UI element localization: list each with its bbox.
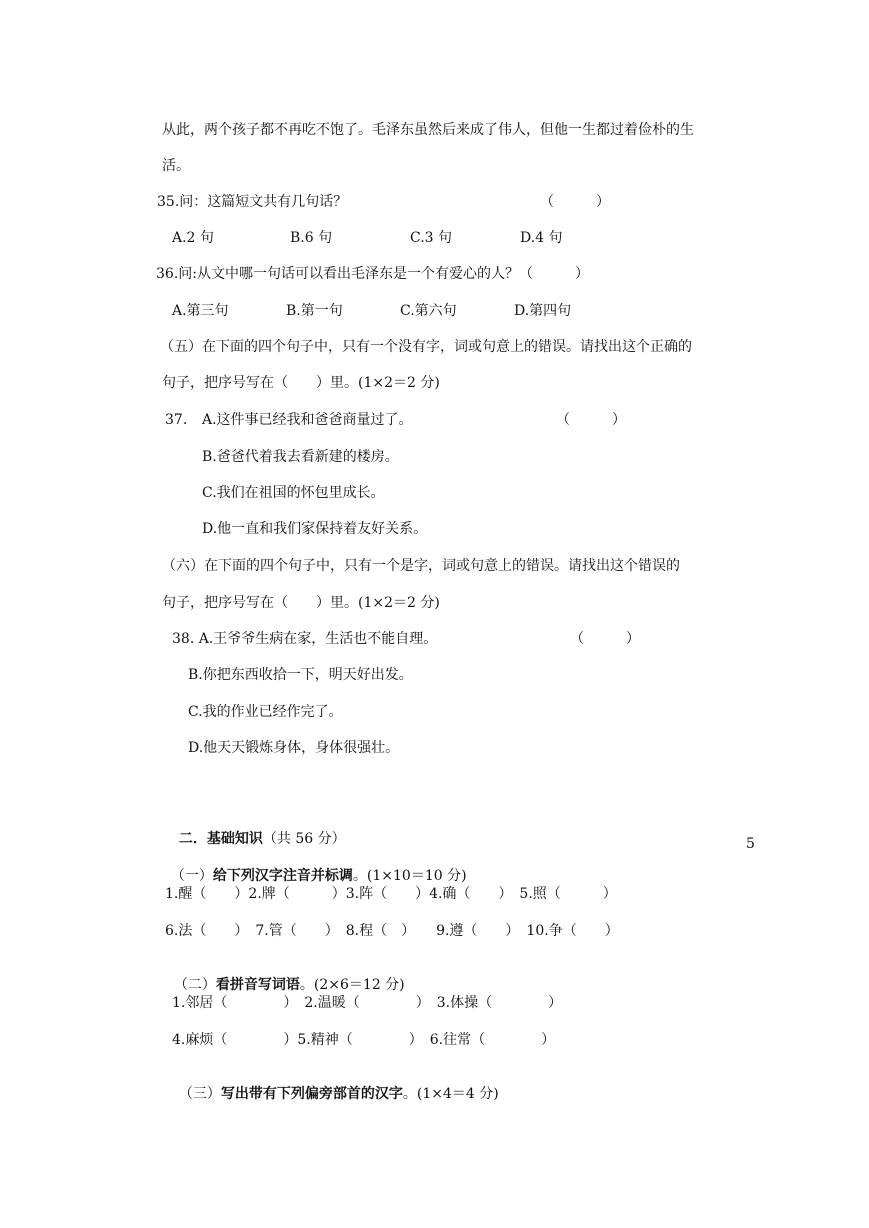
q35-option-d: D.4 句 — [520, 230, 563, 246]
passage-line-2: 活。 — [162, 158, 190, 174]
page-number: 5 — [746, 836, 755, 852]
p2-row-2: 4.麻烦（ ）5.精神（ ） 6.往常（ ） — [172, 1032, 556, 1048]
q37-number: 37. — [165, 412, 188, 428]
q37-option-c: C.我们在祖国的怀包里成长。 — [202, 485, 385, 501]
q36-option-a: A.第三句 — [172, 303, 229, 319]
p2-title: 看拼音写词语 — [215, 977, 300, 993]
part-2-score: （共 56 分） — [262, 831, 346, 847]
p1-index: （一） — [170, 868, 213, 884]
q36-option-b: B.第一句 — [286, 303, 343, 319]
q35-option-c: C.3 句 — [410, 230, 453, 246]
p2-heading — [165, 958, 405, 994]
p1-row-1: 1.醒（ ）2.牌（ ）3.阵（ ）4.确（ ） 5.照（ ） — [165, 886, 617, 902]
q38-option-d: D.他天天锻炼身体，身体很强壮。 — [188, 740, 400, 756]
p1-heading — [162, 849, 467, 885]
p2-row-1: 1.邻居（ ） 2.温暖（ ） 3.体操（ ） — [172, 995, 563, 1011]
section-5-instruction-1: （五）在下面的四个句子中，只有一个没有字，词或句意上的错误。请找出这个正确的 — [160, 339, 692, 355]
q38-answer-paren: （ ） — [570, 631, 640, 647]
q35-option-a: A.2 句 — [172, 230, 214, 246]
q36-option-c: C.第六句 — [400, 303, 457, 319]
q38-option-b: B.你把东西收拾一下，明天好出发。 — [188, 667, 413, 683]
q35-answer-paren: （ ） — [540, 194, 610, 210]
part-2-title: 二．基础知识 — [178, 831, 263, 847]
part-2-heading — [170, 812, 346, 848]
p1-title: 给下列汉字注音并标调 — [212, 868, 353, 884]
p3-title: 写出带有下列偏旁部首的汉字 — [220, 1086, 403, 1102]
section-6-instruction-2: 句子，把序号写在（ ）里。(1×2＝2 分) — [162, 595, 440, 611]
q37-answer-paren: （ ） — [556, 412, 626, 428]
q35-option-b: B.6 句 — [290, 230, 333, 246]
section-6-instruction-1: （六）在下面的四个句子中，只有一个是字，词或句意上的错误。请找出这个错误的 — [162, 558, 680, 574]
q36-option-d: D.第四句 — [514, 303, 572, 319]
q37-option-a: A.这件事已经我和爸爸商量过了。 — [202, 412, 413, 428]
p3-heading — [170, 1067, 499, 1103]
p2-index: （二） — [173, 977, 216, 993]
q36-stem: 36.问:从文中哪一句话可以看出毛泽东是一个有爱心的人？（ ） — [156, 266, 589, 282]
p3-score: 。(1×4＝4 分) — [402, 1086, 499, 1102]
q38-option-c: C.我的作业已经作完了。 — [188, 704, 343, 720]
p2-score: 。(2×6＝12 分) — [299, 977, 405, 993]
p3-index: （三） — [178, 1086, 221, 1102]
q37-option-d: D.他一直和我们家保持着友好关系。 — [202, 521, 428, 537]
q38-option-a: 38. A.王爷爷生病在家，生活也不能自理。 — [172, 631, 438, 647]
p1-score: 。(1×10＝10 分) — [352, 868, 467, 884]
q37-option-b: B.爸爸代着我去看新建的楼房。 — [202, 449, 399, 465]
section-5-instruction-2: 句子，把序号写在（ ）里。(1×2＝2 分) — [162, 375, 440, 391]
q35-stem: 35.问：这篇短文共有几句话？ — [157, 194, 348, 210]
passage-line-1: 从此，两个孩子都不再吃不饱了。毛泽东虽然后来成了伟人，但他一生都过着俭朴的生 — [162, 122, 694, 138]
p1-row-2: 6.法（ ） 7.管（ ） 8.程（ ） 9.遵（ ） 10.争（ ） — [165, 923, 619, 939]
